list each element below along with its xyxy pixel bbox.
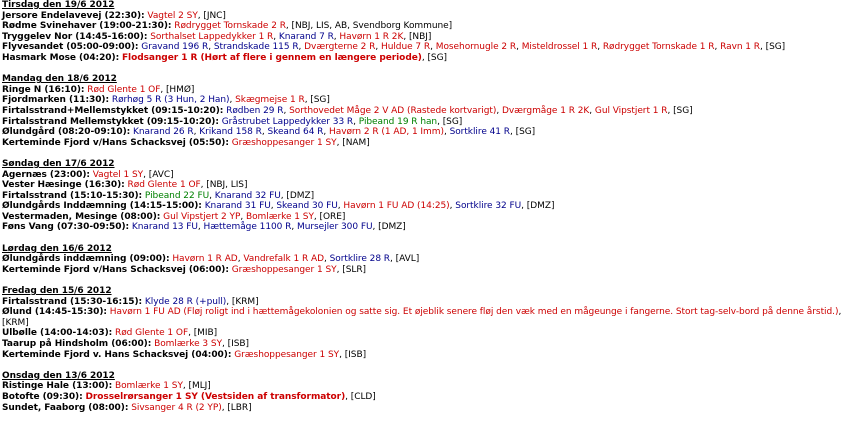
observation-entry	[2, 85, 850, 96]
species-record[interactable]: Bomlærke 1 SY	[114, 381, 183, 392]
observer-codes: ,	[443, 127, 450, 138]
observer-codes: ,	[353, 116, 359, 127]
species-record[interactable]: Ravn 1 R	[720, 42, 760, 53]
species-record[interactable]: Havørn 2 R (1 AD, 1 Imm)	[329, 127, 444, 138]
observer-codes: , [DMZ]	[521, 201, 555, 212]
location-label: Tryggelev Nor (14:45-16:00):	[2, 31, 148, 42]
species-record[interactable]: Knarand 26 R	[133, 127, 194, 138]
observation-entry	[2, 222, 850, 233]
location-label: Firtalsstrand (15:30-16:15):	[2, 296, 143, 307]
species-record[interactable]: Dværgmåge 1 R 2K	[501, 105, 590, 116]
observer-codes: ,	[237, 254, 244, 265]
species-record[interactable]: Sortklire 32 FU	[455, 201, 522, 212]
observer-codes: ,	[516, 42, 522, 53]
observer-codes: ,	[375, 42, 381, 53]
observer-codes: , [DMZ]	[280, 190, 315, 201]
observer-codes: , [MIB]	[188, 328, 218, 339]
species-record[interactable]: Mosehornugle 2 R	[435, 42, 517, 53]
location-label: Vestermaden, Mesinge (08:00):	[2, 211, 161, 222]
location-label: Ølund (14:45-15:30):	[2, 307, 107, 318]
species-record[interactable]: Knarand 13 FU	[131, 222, 198, 233]
location-label: Botofte (09:30):	[2, 391, 83, 402]
observer-codes: ,	[298, 42, 305, 53]
location-label: Kerteminde Fjord v/Hans Schacksvej (05:50):	[2, 137, 229, 148]
observation-entry	[2, 191, 850, 202]
species-record[interactable]: Rødben 29 R	[226, 105, 284, 116]
date-heading: Mandag den 18/6 2012	[2, 74, 117, 85]
observation-entry	[2, 117, 850, 128]
location-label: Fjordmarken (11:30):	[2, 95, 110, 106]
observer-codes: ,	[273, 31, 279, 42]
species-record[interactable]: Sivsanger 4 R (2 YP)	[131, 402, 222, 413]
species-record[interactable]: Dværgterne 2 R	[304, 42, 376, 53]
species-record[interactable]: Rød Glente 1 OF	[127, 180, 201, 191]
species-record[interactable]: Sorthalset Lappedykker 1 R	[150, 31, 274, 42]
observer-codes: ,	[240, 211, 246, 222]
day-separator	[2, 64, 850, 75]
observer-codes: , [NBJ]	[403, 31, 432, 42]
species-record[interactable]: Strandskade 115 R	[213, 42, 299, 53]
observer-codes: ,	[197, 222, 204, 233]
observer-codes: ,	[323, 254, 330, 265]
observer-codes: , [LBR]	[221, 402, 252, 413]
species-record[interactable]: Gråstrubet Lappedykker 33 R	[221, 116, 354, 127]
location-label: Taarup på Hindsholm (06:00):	[2, 339, 152, 349]
species-record[interactable]: Misteldrossel 1 R	[521, 42, 598, 53]
observer-codes: , [CLD]	[345, 391, 376, 402]
species-record[interactable]: Pibeand 19 R han	[358, 116, 438, 127]
species-record[interactable]: Gul Vipstjert 2 YP	[163, 211, 241, 222]
observer-codes: , [DMZ]	[372, 222, 406, 233]
location-label: Ølundgårds Inddæmning (14:15-15:00):	[2, 201, 202, 212]
species-record[interactable]: Vandrefalk 1 R AD	[243, 254, 324, 265]
location-label: Firtalsstrand (15:10-15:30):	[2, 190, 143, 201]
species-record[interactable]: Drosselrørsanger 1 SY (Vestsiden af transformator)	[85, 391, 346, 402]
species-record[interactable]: Mursejler 300 FU	[296, 222, 373, 233]
species-record[interactable]: Bomlærke 3 SY	[154, 339, 223, 349]
species-record[interactable]: Sortklire 28 R	[329, 254, 391, 265]
observer-codes: ,	[449, 201, 456, 212]
observation-entry	[2, 212, 850, 223]
species-record[interactable]: Rørhøg 5 R (3 Hun, 2 Han)	[111, 95, 230, 106]
observation-entry	[2, 21, 850, 32]
species-record[interactable]: Hættemåge 1100 R	[203, 222, 292, 233]
observer-codes: , [SG]	[421, 52, 447, 63]
location-label: Firtalsstrand Mellemstykket (09:15-10:20):	[2, 116, 219, 127]
location-label: Ulbølle (14:00-14:03):	[2, 328, 113, 339]
observation-entry	[2, 42, 850, 53]
observer-codes: ,	[193, 127, 200, 138]
observer-codes: , [KRM]	[226, 296, 259, 307]
observation-entry	[2, 106, 850, 117]
species-record[interactable]: Knarand 32 FU	[214, 190, 281, 201]
species-record[interactable]: Sorthovedet Måge 2 V AD (Rastede kortvarigt)	[289, 105, 497, 116]
observation-entry	[2, 32, 850, 43]
observer-codes: ,	[229, 95, 236, 106]
observer-codes: , [AVL]	[390, 254, 420, 265]
location-label: Kerteminde Fjord v/Hans Schacksvej (06:00):	[2, 264, 229, 275]
location-label: Ristinge Hale (13:00):	[2, 381, 113, 392]
observation-entry	[2, 254, 850, 265]
observer-codes: , [NBJ, LIS, AB, Svendborg Kommune]	[285, 21, 453, 32]
observation-entry	[2, 381, 850, 392]
observer-codes: , [NAM]	[336, 137, 370, 148]
day-separator	[2, 148, 850, 159]
species-record[interactable]: Græshoppesanger 1 SY	[234, 349, 340, 360]
species-record[interactable]: Skeand 30 FU	[276, 201, 338, 212]
location-label: Jersore Endelavevej (22:30):	[2, 10, 145, 21]
species-record[interactable]: Gravand 196 R	[141, 42, 209, 53]
day-separator	[2, 275, 850, 286]
location-label: Ølundgårds inddæmning (09:00):	[2, 254, 170, 265]
species-record[interactable]: Bomlærke 1 SY	[245, 211, 314, 222]
location-label: Vester Hæsinge (16:30):	[2, 180, 125, 191]
observation-entry	[2, 95, 850, 106]
observation-entry	[2, 53, 850, 64]
species-record[interactable]: Græshoppesanger 1 SY	[231, 137, 337, 148]
observation-entry	[2, 11, 850, 22]
species-record[interactable]: Rød Glente 1 OF	[87, 84, 161, 95]
observation-entry	[2, 328, 850, 339]
species-record[interactable]: Huldue 7 R	[380, 42, 431, 53]
date-heading: Fredag den 15/6 2012	[2, 286, 112, 297]
observation-entry	[2, 265, 850, 276]
species-record[interactable]: Havørn 1 FU AD (Fløj roligt ind i hættemågekolonien og satte sig. Et øjeblik senere fløj den væk med en mågeunge i fangerne. Stort tag-selv-bord på denne årstid.)	[109, 307, 839, 318]
observer-codes: ,	[333, 31, 340, 42]
species-record[interactable]: Sortklire 41 R	[449, 127, 510, 138]
species-record[interactable]: Vagtel 2 SY	[147, 10, 198, 21]
observer-codes: ,	[270, 201, 277, 212]
species-record[interactable]: Knarand 7 R	[278, 31, 334, 42]
observation-entry	[2, 138, 850, 149]
location-label: Flyvesandet (05:00-09:00):	[2, 42, 139, 53]
species-record[interactable]: Skeand 64 R	[267, 127, 324, 138]
species-record[interactable]: Klyde 28 R (+pull)	[144, 296, 227, 307]
observer-codes: ,	[291, 222, 297, 233]
observer-codes: , [JNC]	[197, 10, 226, 21]
location-label: Agernæs (23:00):	[2, 169, 90, 180]
observer-codes: ,	[597, 42, 603, 53]
observer-codes: , [SG]	[437, 116, 463, 127]
observer-codes: , [SLR]	[336, 264, 366, 275]
species-record[interactable]: Pibeand 22 FU	[144, 190, 210, 201]
observer-codes: ,	[261, 127, 268, 138]
day-separator	[2, 233, 850, 244]
observer-codes: ,	[496, 105, 502, 116]
date-heading: Onsdag den 13/6 2012	[2, 370, 115, 381]
observer-codes: ,	[323, 127, 330, 138]
species-record[interactable]: Rødrygget Tornskade 1 R	[602, 42, 715, 53]
species-record[interactable]: Gul Vipstjert 1 R	[594, 105, 668, 116]
observer-codes: ,	[589, 105, 595, 116]
species-record[interactable]: Skægmejse 1 R	[235, 95, 305, 106]
species-record[interactable]: Havørn 1 R AD	[172, 254, 238, 265]
location-label: Firtalsstrand+Mellemstykket (09:15-10:20):	[2, 105, 224, 116]
observer-codes: ,	[337, 201, 344, 212]
observation-entry	[2, 201, 850, 212]
observation-entry	[2, 339, 850, 350]
observation-entry	[2, 180, 850, 191]
observer-codes: , [AVC]	[143, 169, 174, 180]
species-record[interactable]: Rødrygget Tornskade 2 R	[174, 21, 286, 32]
location-label: Rødme Svinehaver (19:00-21:30):	[2, 21, 172, 32]
species-record[interactable]: Havørn 1 FU AD (14:25)	[343, 201, 450, 212]
observation-entry	[2, 297, 850, 308]
observer-codes: ,	[714, 42, 721, 53]
location-label: Føns Vang (07:30-09:50):	[2, 222, 130, 233]
observation-entry	[2, 392, 850, 403]
day-separator	[2, 360, 850, 371]
species-record[interactable]: Græshoppesanger 1 SY	[231, 264, 337, 275]
observer-codes: , [ORE]	[313, 211, 346, 222]
observation-entry	[2, 127, 850, 138]
location-label: Hasmark Mose (04:20):	[2, 52, 120, 63]
species-record[interactable]: Flodsanger 1 R (Hørt af flere i gennem en længere periode)	[121, 52, 422, 63]
observer-codes: , [SG]	[304, 95, 330, 106]
observer-codes: , [SG]	[667, 105, 693, 116]
observation-entry	[2, 170, 850, 181]
observer-codes: , [HMØ]	[160, 84, 195, 95]
date-heading: Søndag den 17/6 2012	[2, 158, 115, 169]
observer-codes: ,	[209, 190, 215, 201]
observer-codes: , [ISB]	[222, 339, 249, 349]
observation-entry	[2, 350, 850, 361]
observer-codes: , [SG]	[510, 127, 536, 138]
observer-codes: ,	[283, 105, 290, 116]
observation-entry	[2, 403, 850, 414]
species-record[interactable]: Rød Glente 1 OF	[115, 328, 189, 339]
observer-codes: , [SG]	[760, 42, 786, 53]
species-record[interactable]: Knarand 31 FU	[204, 201, 271, 212]
observer-codes: , [ISB]	[339, 349, 367, 360]
observer-codes: ,	[208, 42, 214, 53]
observer-codes: ,	[430, 42, 436, 53]
location-label: Ølundgård (08:20-09:10):	[2, 127, 131, 138]
observer-codes: , [MLJ]	[182, 381, 211, 392]
location-label: Ringe N (16:10):	[2, 84, 85, 95]
observer-codes: , [KRM]	[2, 307, 842, 328]
location-label: Kerteminde Fjord v. Hans Schacksvej (04:00):	[2, 349, 232, 360]
observer-codes: , [NBJ, LIS]	[200, 180, 248, 191]
species-record[interactable]: Vagtel 1 SY	[92, 169, 144, 180]
species-record[interactable]: Krikand 158 R	[199, 127, 262, 138]
date-heading: Lørdag den 16/6 2012	[2, 243, 112, 254]
species-record[interactable]: Havørn 1 R 2K	[339, 31, 404, 42]
date-heading: Tirsdag den 19/6 2012	[2, 0, 115, 10]
location-label: Sundet, Faaborg (08:00):	[2, 402, 129, 413]
observation-entry	[2, 307, 850, 328]
